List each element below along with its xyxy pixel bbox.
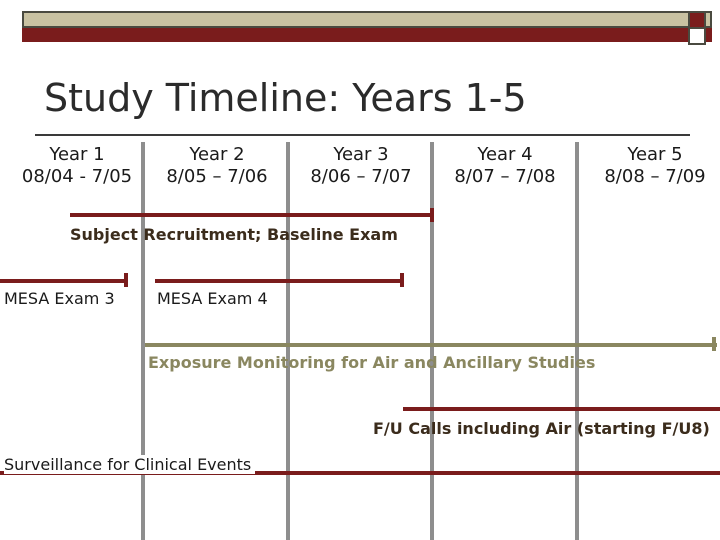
year-4-label: Year 4 [477,144,533,165]
year-separator-4 [575,142,579,540]
year-4-range: 8/07 – 7/08 [454,166,556,187]
year-4-header [440,144,570,188]
followup-label: F/U Calls including Air (starting F/U8) [373,419,710,438]
year-3-header [296,144,426,188]
year-separator-1 [141,142,145,540]
recruitment-label: Subject Recruitment; Baseline Exam [70,225,398,244]
year-5-label: Year 5 [627,144,683,165]
year-separator-2 [286,142,290,540]
year-3-label: Year 3 [333,144,389,165]
recruitment-bar [70,213,434,217]
year-2-label: Year 2 [189,144,245,165]
mesa4-bar-end [400,273,404,287]
year-5-range: 8/08 – 7/09 [604,166,706,187]
header-square-empty [688,27,706,45]
year-1-label: Year 1 [49,144,105,165]
surveillance-label: Surveillance for Clinical Events [4,455,255,474]
mesa3-label: MESA Exam 3 [4,289,115,308]
mesa4-bar [155,279,404,283]
exposure-label: Exposure Monitoring for Air and Ancillary Studies [148,353,596,372]
mesa3-bar [0,279,128,283]
year-1-header [12,144,142,188]
exposure-bar [145,343,717,347]
year-2-range: 8/05 – 7/06 [166,166,268,187]
mesa3-bar-end [124,273,128,287]
year-2-header [152,144,282,188]
header-bar-top [22,11,712,28]
exposure-bar-end [712,337,716,351]
slide-title: Study Timeline: Years 1-5 [44,76,527,120]
year-3-range: 8/06 – 7/07 [310,166,412,187]
year-1-range: 08/04 - 7/05 [21,166,133,187]
year-separator-3 [430,142,434,540]
year-5-header [590,144,720,188]
mesa4-label: MESA Exam 4 [157,289,268,308]
recruitment-bar-end [430,208,434,222]
title-underline [35,134,690,136]
followup-bar [403,407,720,411]
header-bar-bottom [22,28,712,42]
